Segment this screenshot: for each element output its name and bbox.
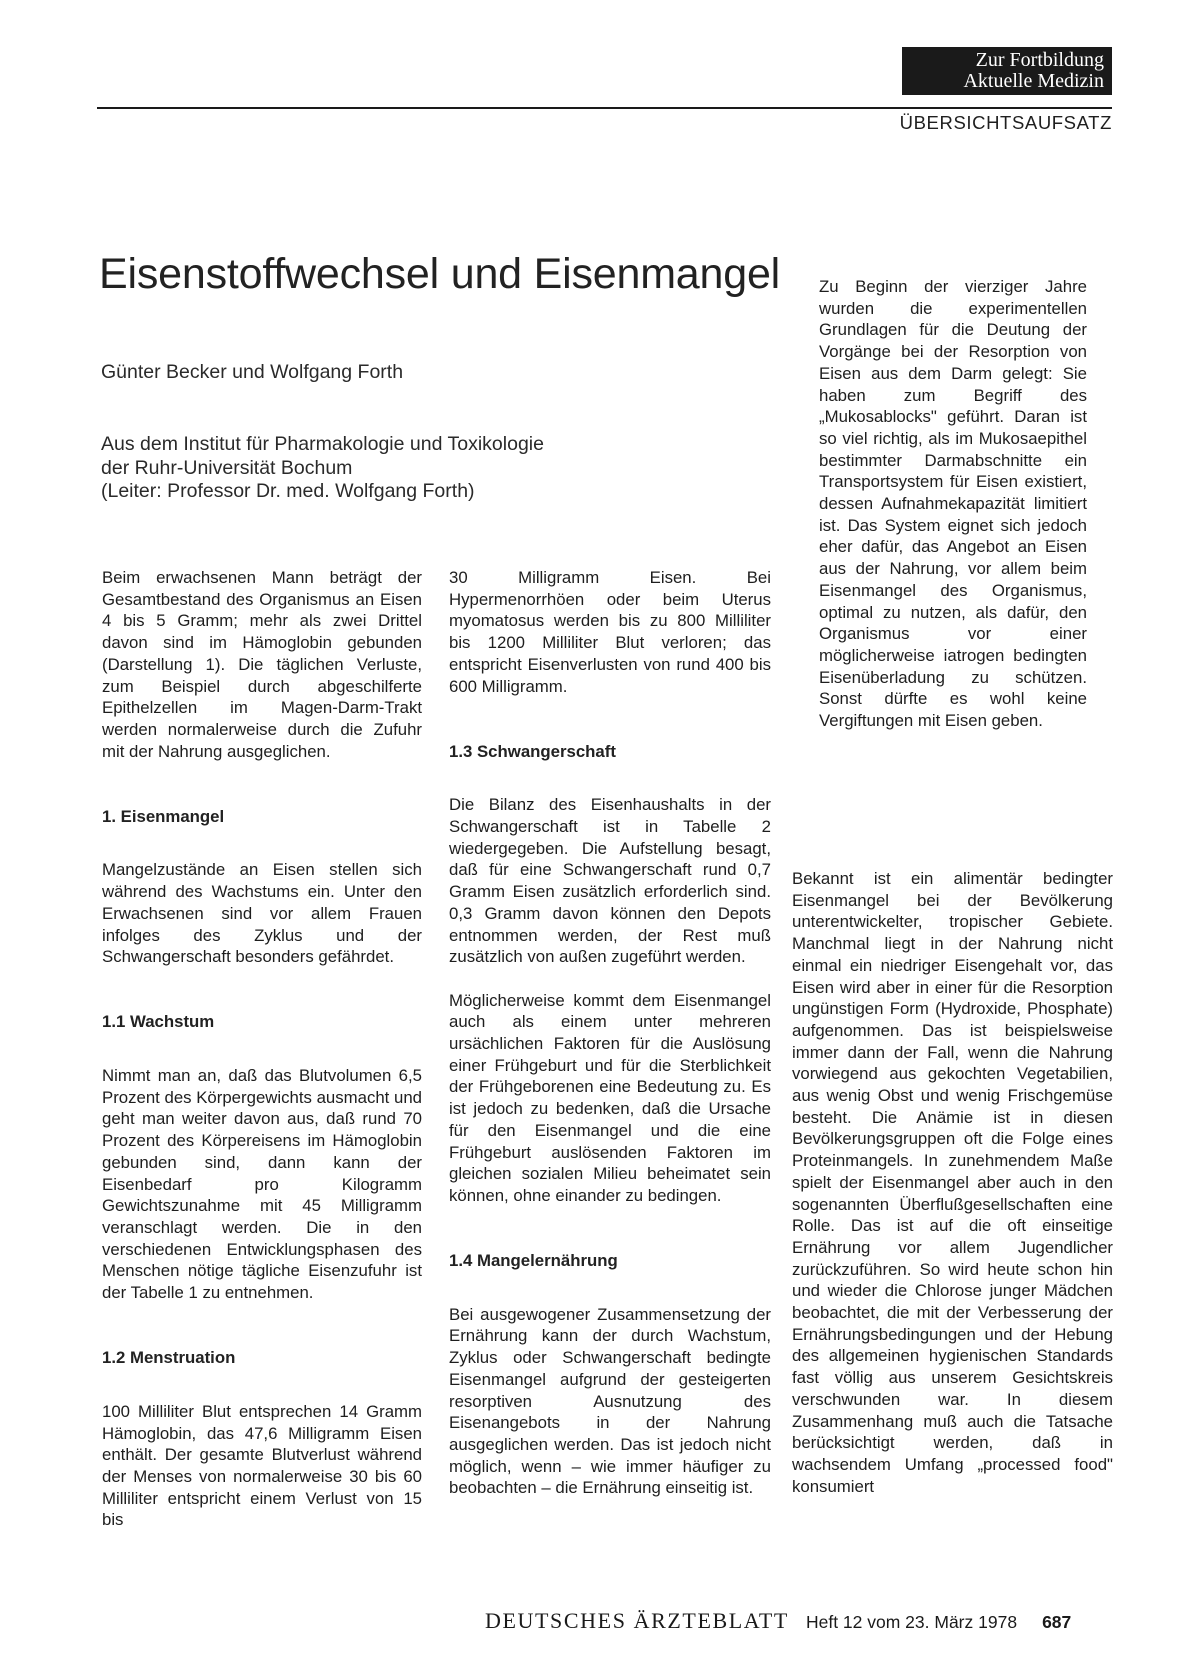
- paragraph-mukosablock: Zu Beginn der vierziger Jahre wurden die experimentellen Grundlagen für die Deutung der Vorgänge bei der Resorption von Eisen aus dem Darm gelegt: Sie haben zum Begriff des „Mukosablocks" geführt. Daran ist so viel richtig, als im Mukosaepithel bestimmter Darmabschnitte ein Transportsystem für Eisen existiert, dessen Aufnahmekapazität limitiert ist. Das System eignet sich jedoch eher dafür, das Angebot an Eisen aus der Nahrung, vor allem beim Eisenmangel des Organismus, optimal zu nutzen, als dafür, den Organismus vor einer möglicherweise iatrogen bedingten Eisenüberladung zu schützen. Sonst dürfte es wohl keine Vergiftungen mit Eisen geben.: [819, 277, 1087, 731]
- article-affiliation: [101, 433, 544, 504]
- heading-wachstum: 1.1 Wachstum: [102, 1012, 215, 1032]
- heading-eisenmangel: 1. Eisenmangel: [102, 806, 225, 826]
- page-footer: [485, 1608, 1071, 1634]
- issue-info: Heft 12 vom 23. März 1978: [805, 1612, 1018, 1632]
- paragraph-schwangerschaft-2: Möglicherweise kommt dem Eisenmangel auch als einem unter mehreren ursächlichen Faktoren für die Auslösung einer Frühgeburt und für die Sterblichkeit der Frühgeborenen eine Bedeutung zu. Es ist jedoch zu bedenken, daß die Ursache für den Eisenmangel und die eine Frühgeburt auslösenden Faktoren im gleichen sozialen Milieu beheimatet sein können, ohne einander zu bedingen.: [449, 990, 771, 1205]
- heading-menstruation: 1.2 Menstruation: [102, 1348, 236, 1368]
- paragraph-eisenmangel: Mangelzustände an Eisen stellen sich während des Wachstums ein. Unter den Erwachsenen sind vor allem Frauen infolges des Zyklus und der Schwangerschaft besonders gefährdet.: [102, 860, 422, 967]
- affiliation-line-1: Aus dem Institut für Pharmakologie und Toxikologie: [101, 433, 544, 455]
- top-rule: [97, 107, 1112, 109]
- paragraph-wachstum: Nimmt man an, daß das Blutvolumen 6,5 Prozent des Körpergewichts ausmacht und geht man weiter davon aus, daß rund 70 Prozent des Körpereisens im Hämoglobin gebunden sind, dann kann der Eisenbedarf pro Kilogramm Gewichtszunahme mit 45 Milligramm veranschlagt werden. Die in den verschiedenen Entwicklungsphasen des Menschen nötige tägliche Eisenzufuhr ist der Tabelle 1 zu entnehmen.: [102, 1066, 422, 1303]
- section-badge: [902, 47, 1112, 95]
- paragraph-menstruation: 100 Milliliter Blut entsprechen 14 Gramm Hämoglobin, das 47,6 Milligramm Eisen enthält. Der gesamte Blutverlust während der Menses von normalerweise 30 bis 60 Milliliter entspricht einem Verlust von 15 bis: [102, 1401, 422, 1530]
- paragraph-schwangerschaft-1: Die Bilanz des Eisenhaushalts in der Schwangerschaft ist in Tabelle 2 wiedergegeben. Die Aufstellung besagt, daß für eine Schwangerschaft rund 0,7 Gramm Eisen zusätzlich erforderlich sind. 0,3 Gramm davon können den Depots entnommen werden, der Rest muß zusätzlich von außen zugeführt werden.: [449, 795, 771, 967]
- intro-paragraph: Beim erwachsenen Mann beträgt der Gesamtbestand des Organismus an Eisen 4 bis 5 Gramm; mehr als zwei Drittel davon sind im Hämoglobin gebunden (Darstellung 1). Die täglichen Verluste, zum Beispiel durch abgeschilferte Epithelzellen im Magen-Darm-Trakt werden normalerweise durch die Zufuhr mit der Nahrung ausgeglichen.: [102, 568, 422, 761]
- paragraph-alimentaer: Bekannt ist ein alimentär bedingter Eisenmangel bei der Bevölkerung unterentwickelter, tropischer Gebiete. Manchmal liegt in der Nahrung nicht einmal ein niedriger Eisengehalt vor, das Eisen wird aber in einer für die Resorption ungünstigen Form (Hydroxide, Phosphate) aufgenommen. Das ist beispielsweise immer dann der Fall, wenn die Nahrung vorwiegend aus gekochten Vegetabilien, aus wenig Obst und wenig Frischgemüse besteht. Die Anämie ist in diesen Bevölkerungsgruppen oft die Folge eines Proteinmangels. In zunehmendem Maße spielt der Eisenmangel aber auch in den sogenannten Überflußgesellschaften eine Rolle. Das ist auf die oft einseitige Ernährung vor allem Jugendlicher zurückzuführen. So wird heute schon hin und wieder die Chlorose junger Mädchen beobachtet, die mit der Verbesserung der Ernährungsbedingungen und der Hebung des allgemeinen hygienischen Standards fast völlig aus unserem Gesichtskreis verschwunden war. In diesem Zusammenhang muß auch die Tatsache berücksichtigt werden, daß in wachsendem Umfang „processed food" konsumiert: [792, 869, 1113, 1496]
- text-column-4: [792, 868, 1113, 1497]
- article-authors: Günter Becker und Wolfgang Forth: [101, 361, 404, 383]
- heading-mangelernaehrung: 1.4 Mangelernährung: [449, 1251, 618, 1271]
- article-rubric: ÜBERSICHTSAUFSATZ: [899, 112, 1112, 133]
- text-column-1: [102, 567, 422, 1531]
- paragraph-mangelernaehrung: Bei ausgewogener Zusammensetzung der Ernährung kann der durch Wachstum, Zyklus oder Schwangerschaft bedingte Eisenmangel aufgrund der gesteigerten resorptiven Ausnutzung des Eisenangebots in der Nahrung ausgeglichen werden. Das ist jedoch nicht möglich, wenn – wie immer häufiger zu beobachten – die Ernährung einseitig ist.: [449, 1304, 771, 1498]
- text-column-3: [819, 276, 1087, 732]
- affiliation-line-2: der Ruhr-Universität Bochum: [101, 456, 353, 479]
- article-title: Eisenstoffwechsel und Eisenmangel: [99, 250, 781, 298]
- text-column-2: [449, 567, 771, 1499]
- paragraph-menstruation-continued: 30 Milligramm Eisen. Bei Hypermenorrhöen oder beim Uterus myomatosus werden bis zu 800 Milliliter bis 1200 Milliliter Blut verloren; das entspricht Eisenverlusten von rund 400 bis 600 Milligramm.: [449, 568, 771, 696]
- page-number: 687: [1042, 1612, 1072, 1632]
- affiliation-line-3: (Leiter: Professor Dr. med. Wolfgang Forth): [101, 480, 475, 502]
- journal-name: DEUTSCHES ÄRZTEBLATT: [485, 1608, 789, 1633]
- heading-schwangerschaft: 1.3 Schwangerschaft: [449, 741, 616, 761]
- badge-line-1: Zur Fortbildung: [975, 49, 1104, 71]
- badge-line-2: Aktuelle Medizin: [963, 70, 1104, 92]
